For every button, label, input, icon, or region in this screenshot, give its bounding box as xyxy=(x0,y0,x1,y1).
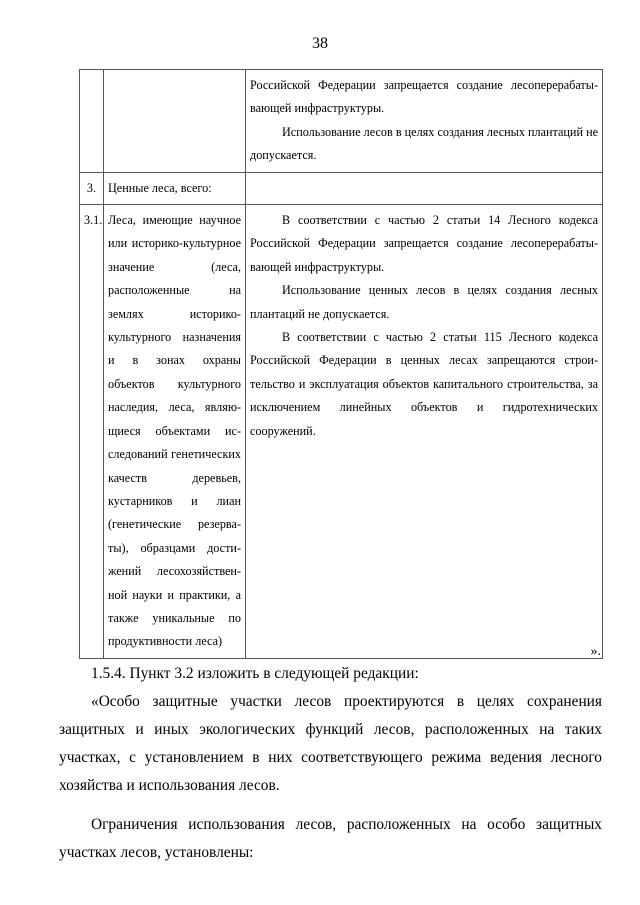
row-number-cell xyxy=(80,70,104,173)
regulation-text-cell xyxy=(246,70,603,173)
body-paragraph: «Особо защитные участки лесов проектируются в целях сохранения защитных и иных экологических функций лесов, расположенных на таких участках, с установлением в них соответствующего режима ведения лесного хозяйства и использования лесов. xyxy=(59,693,602,794)
forest-category-cell: Ценные леса, всего: xyxy=(104,172,246,204)
regulation-text-cell xyxy=(246,172,603,204)
table-row xyxy=(80,172,603,204)
page-number: 38 xyxy=(312,35,328,52)
regulation-paragraph: Использование ценных лесов в целях создания лесных плантаций не допускается. xyxy=(250,283,598,321)
body-paragraph: Ограничения использования лесов, расположенных на особо защитных участках лесов, установлены: xyxy=(59,816,602,861)
regulation-paragraph: Использование лесов в целях создания лесных плантаций не допускается. xyxy=(250,124,598,163)
amendment-heading: 1.5.4. Пункт 3.2 изложить в следующей редакции: xyxy=(91,665,419,682)
regulation-paragraph: В соответствии с частью 2 статьи 115 Лесного кодекса Российской Федерации в ценных лесах запрещаются строительство и эксплуатация объектов капитального строительства, за исключением линейных объектов и гидротехнических сооружений. xyxy=(250,330,598,438)
regulation-text-cell xyxy=(246,205,603,659)
forest-category-cell xyxy=(104,70,246,173)
regulation-paragraph: Российской Федерации запрещается создание лесоперерабатывающей инфраструктуры. xyxy=(250,78,598,116)
forest-category-cell: Леса, имеющие научное или историко-культурное значение (леса, расположенные на землях историко-культурного назначения и в зонах охраны объектов культурного наследия, леса, являющиеся объектами исследований генетических качеств деревьев, кустарников и лиан (генетические резерваты), образцами достижений лесохозяйственной науки и практики, а также уникальные по продуктивности леса) xyxy=(104,205,246,659)
forest-regulations-table xyxy=(79,69,603,659)
closing-quote: ». xyxy=(590,644,601,659)
row-number-cell: 3. xyxy=(80,172,104,204)
row-number-cell: 3.1. xyxy=(80,205,104,659)
table-row xyxy=(80,70,603,173)
table-row xyxy=(80,205,603,659)
body-text xyxy=(59,660,602,867)
regulation-paragraph: В соответствии с частью 2 статьи 14 Лесного кодекса Российской Федерации запрещается создание лесоперерабатывающей инфраструктуры. xyxy=(250,213,598,274)
